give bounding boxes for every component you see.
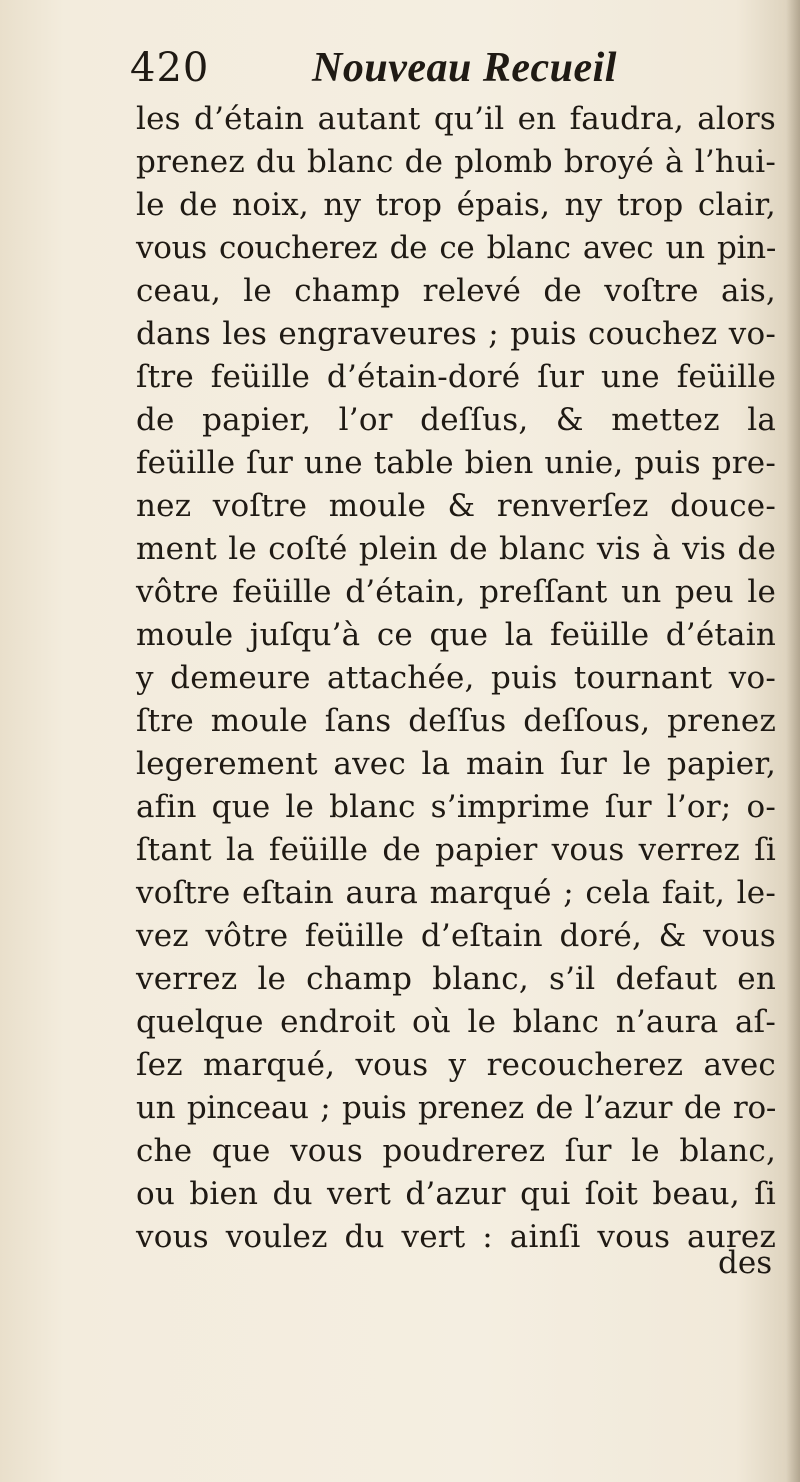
text-line: afin que le blanc s’imprime ſur l’or; o- xyxy=(136,789,776,825)
page-edge-shadow xyxy=(786,0,800,1482)
text-line: vous voulez du vert : ainſi vous aurez xyxy=(136,1219,776,1255)
text-line: feüille ſur une table bien unie, puis pre- xyxy=(136,445,776,481)
text-line: de papier, l’or deſſus, & mettez la xyxy=(136,402,776,438)
text-line: vôtre feüille d’étain, preſſant un peu le xyxy=(136,574,776,610)
text-line: y demeure attachée, puis tournant vo- xyxy=(136,660,776,696)
text-line: les d’étain autant qu’il en faudra, alors xyxy=(136,101,776,137)
text-line: prenez du blanc de plomb broyé à l’hui- xyxy=(136,144,776,180)
text-line: ſtant la feüille de papier vous verrez ſi xyxy=(136,832,776,868)
page-header xyxy=(0,38,800,98)
text-line: moule juſqu’à ce que la feüille d’étain xyxy=(136,617,776,653)
text-line: quelque endroit où le blanc n’aura aſ- xyxy=(136,1004,776,1040)
text-line: ſtre moule ſans deſſus deſſous, prenez xyxy=(136,703,776,739)
text-line: le de noix, ny trop épais, ny trop clair, xyxy=(136,187,776,223)
text-line: ou bien du vert d’azur qui ſoit beau, ſi xyxy=(136,1176,776,1212)
text-line: ſtre feüille d’étain-doré ſur une feüille xyxy=(136,359,776,395)
catchword: des xyxy=(718,1245,773,1281)
text-line: legerement avec la main ſur le papier, xyxy=(136,746,776,782)
text-line: ceau, le champ relevé de voſtre ais, xyxy=(136,273,776,309)
body-text xyxy=(136,98,776,1259)
text-line: vez vôtre feüille d’eſtain doré, & vous xyxy=(136,918,776,954)
text-line: voſtre eſtain aura marqué ; cela fait, le- xyxy=(136,875,776,911)
text-line: che que vous poudrerez ſur le blanc, xyxy=(136,1133,776,1169)
text-line: verrez le champ blanc, s’il defaut en xyxy=(136,961,776,997)
text-line: nez voſtre moule & renverſez douce- xyxy=(136,488,776,524)
text-line: dans les engraveures ; puis couchez vo- xyxy=(136,316,776,352)
text-line: ſez marqué, vous y recoucherez avec xyxy=(136,1047,776,1083)
text-line: ment le coſté plein de blanc vis à vis de xyxy=(136,531,776,567)
text-line: vous coucherez de ce blanc avec un pin- xyxy=(136,230,776,266)
text-line: un pinceau ; puis prenez de l’azur de ro- xyxy=(136,1090,776,1126)
running-title: Nouveau Recueil xyxy=(312,45,617,91)
page-number: 420 xyxy=(130,45,210,91)
